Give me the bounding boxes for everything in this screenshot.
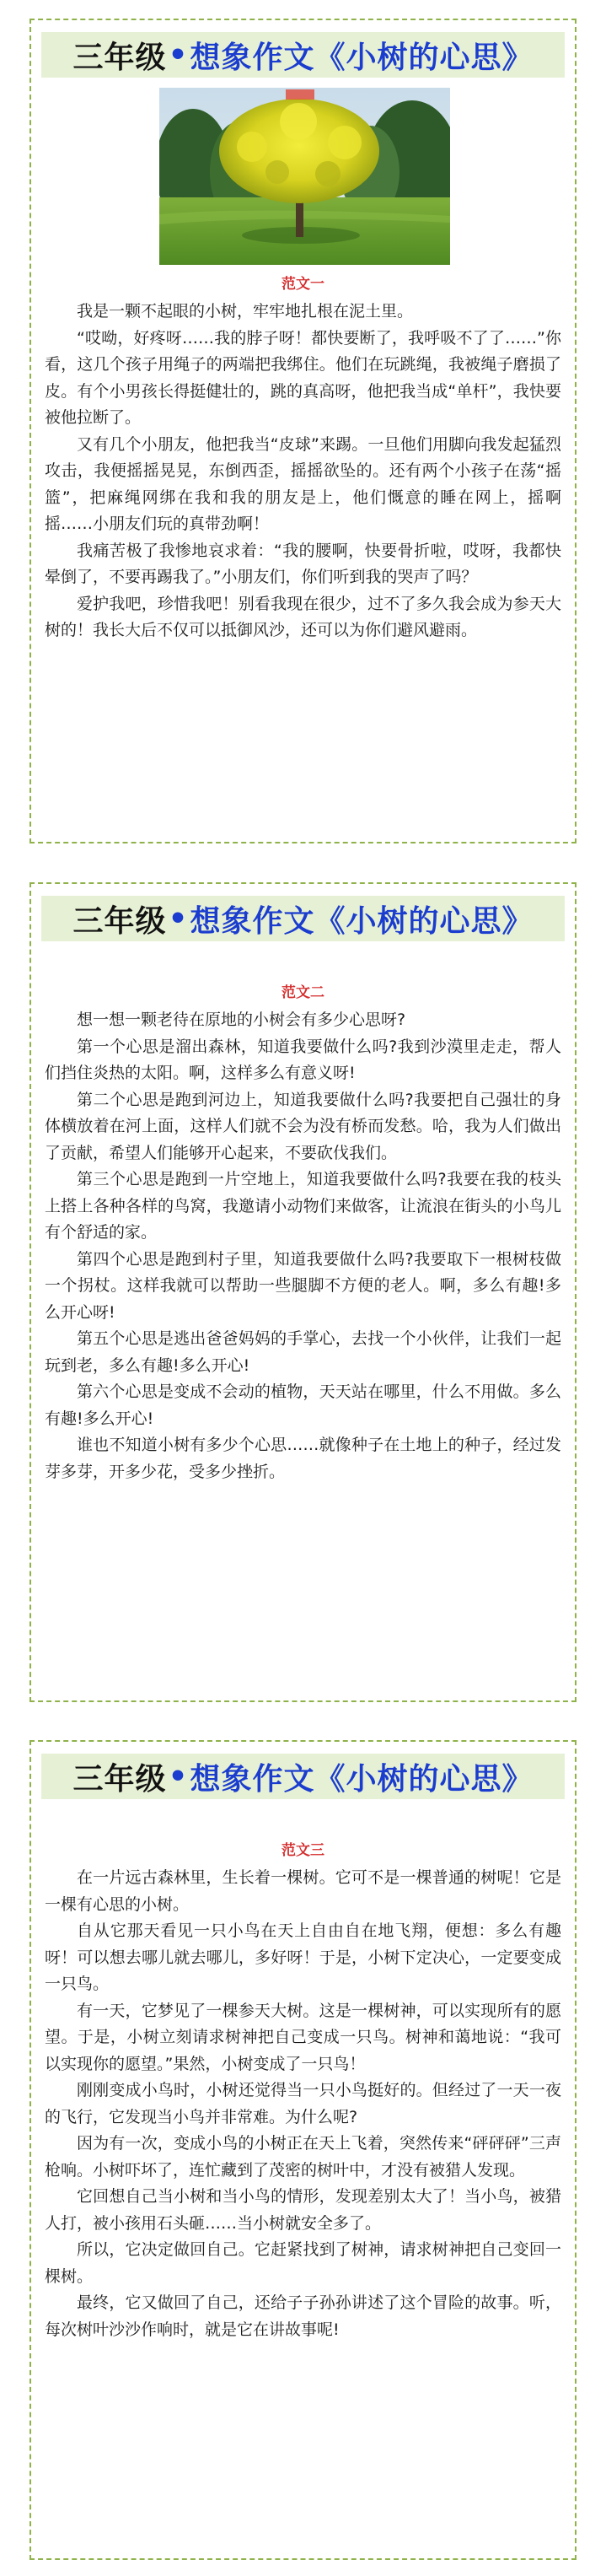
essay-label: 范文三 bbox=[282, 1842, 324, 1859]
essay-paragraph: 第四个心思是跑到村子里，知道我要做什么吗?我要取下一根树枝做一个拐杖。这样我就可以帮助一些腿脚不方便的老人。啊，多么有趣!多么开心呀! bbox=[45, 1249, 561, 1322]
essay-paragraph: 最终，它又做回了自己，还给子子孙孙讲述了这个冒险的故事。听，每次树叶沙沙作响时，就是它在讲故事呢! bbox=[45, 2293, 561, 2339]
essay-paragraph: 它回想自己当小树和当小鸟的情形，发现差别太大了！当小鸟，被猎人打，被小孩用石头砸……当小树就安全多了。 bbox=[45, 2187, 561, 2233]
title-subject: 想象作文《小树的心思》 bbox=[190, 903, 534, 939]
essay-label: 范文一 bbox=[282, 276, 324, 293]
tree-photo bbox=[159, 88, 450, 265]
essay-paragraph: 第三个心思是跑到一片空地上，知道我要做什么吗?我要在我的枝头上搭上各种各样的鸟窝，我邀请小动物们来做客，让流浪在街头的小鸟儿有个舒适的家。 bbox=[45, 1170, 561, 1242]
tree-illustration bbox=[159, 88, 450, 265]
essay-paragraph: 第二个心思是跑到河边上，知道我要做什么吗?我要把自己强壮的身体横放着在河上面，这样人们就不会为没有桥而发愁。哈，我为人们做出了贡献，希望人们能够开心起来，不要砍伐我们。 bbox=[45, 1090, 561, 1162]
essay-paragraph: 刚刚变成小鸟时，小树还觉得当一只小鸟挺好的。但经过了一天一夜的飞行，它发现当小鸟并非常难。为什么呢? bbox=[45, 2081, 561, 2126]
essay-paragraph: 我是一颗不起眼的小树，牢牢地扎根在泥土里。 bbox=[77, 302, 414, 321]
essay-paragraph: 第六个心思是变成不会动的植物，天天站在哪里，什么不用做。多么有趣!多么开心! bbox=[45, 1382, 561, 1428]
title-grade: 三年级 bbox=[72, 40, 167, 75]
essay-card-2 bbox=[29, 882, 577, 1702]
title-banner bbox=[41, 1754, 565, 1799]
essay-card-3 bbox=[29, 1740, 577, 2560]
essay-body bbox=[45, 1865, 561, 2343]
title-subject: 想象作文《小树的心思》 bbox=[190, 40, 534, 75]
essay-card-1 bbox=[29, 19, 577, 843]
essay-paragraph: 因为有一次，变成小鸟的小树正在天上飞着，突然传来“砰砰砰”三声枪响。小树吓坏了，连忙藏到了茂密的树叶中，才没有被猎人发现。 bbox=[45, 2134, 561, 2180]
essay-paragraph: 想一想一颗老待在原地的小树会有多少心思呀? bbox=[77, 1010, 406, 1029]
essay-body bbox=[45, 1007, 561, 1485]
essay-paragraph: 有一天，它梦见了一棵参天大树。这是一棵树神，可以实现所有的愿望。于是，小树立刻请求树神把自己变成一只鸟。树神和蔼地说：“我可以实现你的愿望。”果然，小树变成了一只鸟！ bbox=[45, 2001, 561, 2073]
title-subject: 想象作文《小树的心思》 bbox=[190, 1761, 534, 1797]
essay-paragraph: 所以，它决定做回自己。它赶紧找到了树神，请求树神把自己变回一棵树。 bbox=[45, 2240, 561, 2286]
essay-paragraph: 第一个心思是溜出森林，知道我要做什么吗?我到沙漠里走走，帮人们挡住炎热的太阳。啊，这样多么有意义呀! bbox=[45, 1037, 561, 1082]
essay-paragraph: 爱护我吧，珍惜我吧！别看我现在很少，过不了多久我会成为参天大树的！我长大后不仅可以抵御风沙，还可以为你们避风避雨。 bbox=[45, 594, 561, 639]
title-grade: 三年级 bbox=[72, 1761, 167, 1797]
title-grade: 三年级 bbox=[72, 903, 167, 939]
title-banner bbox=[41, 896, 565, 941]
essay-paragraph: 又有几个小朋友，他把我当“皮球”来踢。一旦他们用脚向我发起猛烈攻击，我便摇摇晃晃，东倒西歪，摇摇欲坠的。还有两个小孩子在荡“摇篮”，把麻绳网绑在我和我的朋友是上，他们慨意的睡在网上，摇啊摇……小朋友们玩的真带劲啊！ bbox=[45, 434, 561, 533]
essay-paragraph: 在一片远古森林里，生长着一棵树。它可不是一棵普通的树呢！它是一棵有心思的小树。 bbox=[45, 1868, 561, 1914]
essay-paragraph: 我痛苦极了我惨地哀求着：“我的腰啊，快要骨折啦，哎呀，我都快晕倒了，不要再踢我了。”小朋友们，你们听到我的哭声了吗？ bbox=[45, 541, 561, 586]
title-dot: • bbox=[168, 901, 189, 936]
essay-paragraph: 谁也不知道小树有多少个心思……就像种子在土地上的种子，经过发芽多芽，开多少花，受多少挫折。 bbox=[45, 1436, 561, 1481]
essay-label: 范文二 bbox=[282, 984, 324, 1001]
title-dot: • bbox=[168, 37, 189, 73]
essay-paragraph: 自从它那天看见一只小鸟在天上自由自在地飞翔，便想：多么有趣呀！可以想去哪儿就去哪儿，多好呀！于是，小树下定决心，一定要变成一只鸟。 bbox=[45, 1921, 561, 1993]
essay-body bbox=[45, 299, 561, 644]
essay-paragraph: “哎呦，好疼呀……我的脖子呀！都快要断了，我呼吸不了了……”你看，这几个孩子用绳子的两端把我绑住。他们在玩跳绳，我被绳子磨损了皮。有个小男孩长得挺健壮的，跳的真高呀，他把我当成“单杆”，我快要被他拉断了。 bbox=[45, 328, 561, 427]
essay-paragraph: 第五个心思是逃出爸爸妈妈的手掌心，去找一个小伙伴，让我们一起玩到老，多么有趣!多么开心! bbox=[45, 1329, 561, 1375]
title-banner bbox=[41, 32, 565, 78]
title-dot: • bbox=[168, 1759, 189, 1794]
